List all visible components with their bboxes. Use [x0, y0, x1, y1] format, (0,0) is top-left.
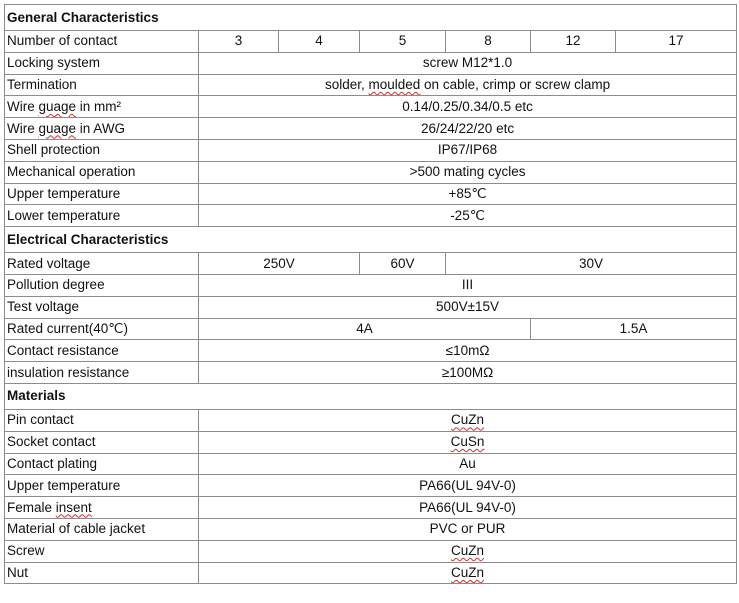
- text-fragment: on cable, crimp or screw clamp: [420, 76, 611, 92]
- row-value: Au: [199, 453, 737, 475]
- row-label: insulation resistance: [5, 362, 199, 384]
- row-value: -25℃: [199, 205, 737, 227]
- row-value: [199, 562, 737, 584]
- contact-count-cell: 12: [531, 31, 616, 53]
- table-row: [5, 296, 737, 318]
- row-label: Contact resistance: [5, 340, 199, 362]
- table-row: [5, 118, 737, 140]
- spellcheck-word: CuZn: [451, 543, 485, 559]
- row-value: 26/24/22/20 etc: [199, 118, 737, 140]
- row-label: Nut: [5, 562, 199, 584]
- row-value: ≤10mΩ: [199, 340, 737, 362]
- row-label: Material of cable jacket: [5, 518, 199, 540]
- row-value: 30V: [446, 253, 737, 275]
- spec-table: [4, 4, 737, 584]
- section-materials: [5, 383, 737, 409]
- spellcheck-word: CuSn: [450, 434, 485, 450]
- row-value: [199, 74, 737, 96]
- section-heading-electrical: Electrical Characteristics: [5, 227, 737, 253]
- row-value: +85℃: [199, 183, 737, 205]
- row-label: Rated current(40℃): [5, 318, 199, 340]
- row-value: PA66(UL 94V-0): [199, 497, 737, 519]
- table-row: [5, 540, 737, 562]
- contact-count-cell: 3: [199, 31, 279, 53]
- row-value: ≥100MΩ: [199, 362, 737, 384]
- section-heading-materials: Materials: [5, 383, 737, 409]
- table-row: [5, 431, 737, 453]
- row-label: Socket contact: [5, 431, 199, 453]
- row-value: PA66(UL 94V-0): [199, 475, 737, 497]
- text-fragment: solder,: [324, 76, 369, 92]
- table-row: [5, 52, 737, 74]
- row-value: 0.14/0.25/0.34/0.5 etc: [199, 96, 737, 118]
- contact-count-cell: 17: [616, 31, 737, 53]
- row-label: Test voltage: [5, 296, 199, 318]
- row-value: III: [199, 274, 737, 296]
- spellcheck-word: insent: [55, 499, 92, 515]
- row-label: [5, 497, 199, 519]
- table-row: [5, 453, 737, 475]
- text-fragment: Wire: [7, 120, 39, 136]
- row-label: Mechanical operation: [5, 161, 199, 183]
- row-value: >500 mating cycles: [199, 161, 737, 183]
- table-row: [5, 31, 737, 53]
- row-value: 1.5A: [531, 318, 737, 340]
- contact-count-cell: 8: [446, 31, 531, 53]
- table-row: [5, 96, 737, 118]
- table-row: [5, 183, 737, 205]
- text-fragment: Wire: [7, 98, 39, 114]
- text-fragment: in mm²: [76, 98, 122, 114]
- table-row: [5, 475, 737, 497]
- row-label: Lower temperature: [5, 205, 199, 227]
- spellcheck-word: CuZn: [451, 564, 485, 580]
- section-electrical: [5, 227, 737, 253]
- row-label: Shell protection: [5, 139, 199, 161]
- section-general: [5, 5, 737, 31]
- row-label: [5, 96, 199, 118]
- spellcheck-word: moulded: [368, 76, 421, 92]
- row-label: Locking system: [5, 52, 199, 74]
- table-row: [5, 362, 737, 384]
- text-fragment: Female: [7, 499, 56, 515]
- table-row: [5, 340, 737, 362]
- row-label: Number of contact: [5, 31, 199, 53]
- contact-count-cell: 4: [279, 31, 360, 53]
- row-value: IP67/IP68: [199, 139, 737, 161]
- row-value: [199, 431, 737, 453]
- table-row: [5, 318, 737, 340]
- table-row: [5, 562, 737, 584]
- row-label: Termination: [5, 74, 199, 96]
- spellcheck-word: guage: [38, 120, 77, 136]
- row-label: Contact plating: [5, 453, 199, 475]
- row-label: Upper temperature: [5, 475, 199, 497]
- row-label: [5, 118, 199, 140]
- table-row: [5, 161, 737, 183]
- contact-count-cell: 5: [360, 31, 446, 53]
- row-value: screw M12*1.0: [199, 52, 737, 74]
- table-row: [5, 518, 737, 540]
- row-value: 60V: [360, 253, 446, 275]
- row-label: Pollution degree: [5, 274, 199, 296]
- row-label: Pin contact: [5, 409, 199, 431]
- spellcheck-word: CuZn: [451, 412, 485, 428]
- table-row: [5, 139, 737, 161]
- table-row: [5, 409, 737, 431]
- row-value: [199, 409, 737, 431]
- section-heading-general: General Characteristics: [5, 5, 737, 31]
- spellcheck-word: guage: [38, 98, 77, 114]
- table-row: [5, 205, 737, 227]
- row-label: Rated voltage: [5, 253, 199, 275]
- row-value: 250V: [199, 253, 360, 275]
- table-row: [5, 274, 737, 296]
- row-value: [199, 540, 737, 562]
- table-row: [5, 253, 737, 275]
- row-label: Screw: [5, 540, 199, 562]
- row-value: PVC or PUR: [199, 518, 737, 540]
- table-row: [5, 74, 737, 96]
- row-value: 4A: [199, 318, 531, 340]
- row-label: Upper temperature: [5, 183, 199, 205]
- text-fragment: in AWG: [76, 120, 126, 136]
- row-value: 500V±15V: [199, 296, 737, 318]
- table-row: [5, 497, 737, 519]
